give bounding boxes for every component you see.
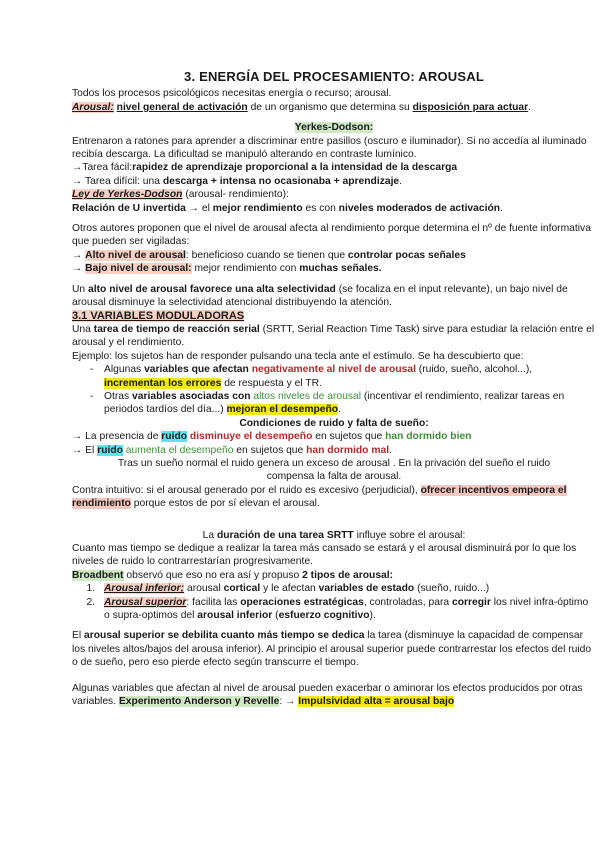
findings-list [72, 363, 596, 417]
intro-line: Todos los procesos psicológicos necesitas energía o recurso; arousal. [72, 88, 392, 100]
document-page [72, 70, 596, 708]
list-item: - Otras variables asociadas con altos niveles de arousal (incentivar el rendimiento, realizar tareas en periodos tardíos del día...) mejoran el desempeño. [90, 390, 596, 417]
list-item: - Algunas variables que afectan negativamente al nivel de arousal (ruido, sueño, alcohol...), incrementan los errores de respuesta y el TR. [90, 363, 596, 390]
list-item: 2. Arousal superior: facilita las operaciones estratégicas, controladas, para corregir los nivel infra-óptimo o supra-optimos del arousal inferior (esfuerzo cognitivo). [98, 596, 596, 623]
yerkes-heading: Yerkes-Dodson: [294, 122, 374, 134]
arousal-label: Arousal: [72, 101, 114, 113]
sleep-note-line-1: Tras un sueño normal el ruido genera un exceso de arousal . En la privación del sueño el ruido [117, 457, 551, 469]
page-title: 3. ENERGÍA DEL PROCESAMIENTO: AROUSAL [184, 69, 484, 84]
last-paragraph: Algunas variables que afectan al nivel de arousal pueden exacerbar o aminorar los efectos producidos por otras variables. Experimento Anderson y Revelle: → Impulsividad alta = arousal bajo [72, 682, 583, 708]
example-paragraph: Ejemplo: los sujetos han de responder pulsando una tecla ante el estímulo. Se ha descubierto que: [72, 350, 524, 362]
arousal-definition: Arousal: nivel general de activación de un organismo que determina su disposición para actuar. [72, 101, 532, 113]
noise-condition-2: → El ruido aumenta el desempeño en sujetos que han dormido mal. [72, 444, 392, 456]
srtt-paragraph: Una tarea de tiempo de reacción serial (SRTT, Serial Reaction Time Task) sirve para estudiar la relación entre el arousal y el rendimiento. [72, 323, 595, 349]
low-arousal-line: → Bajo nivel de arousal: mejor rendimiento con muchas señales. [72, 263, 382, 275]
easy-task-line: →Tarea fácil:rapidez de aprendizaje proporcional a la intensidad de la descarga [72, 162, 458, 174]
arousal-types-list [72, 582, 596, 622]
selectivity-paragraph: Un alto nivel de arousal favorece una alta selectividad (se focaliza en el input relevante), un bajo nivel de arousal disminuye la selectividad atencional distribuyendo la atención. [72, 283, 568, 309]
list-item: 1. Arousal inferior; arousal cortical y le afectan variables de estado (sueño, ruido...) [98, 582, 596, 595]
u-relation-line: Relación de U invertida → el mejor rendimiento es con niveles moderados de activación. [72, 202, 503, 214]
yerkes-experiment: Entrenaron a ratones para aprender a discriminar entre pasillos (oscuro e iluminador). Si no accedía al iluminado recibía descarga. La dificultad se manipuló alterando en contraste lumínico. [72, 135, 587, 161]
counter-intuitive-paragraph: Contra intuitivo: si el arousal generado por el ruido es excesivo (perjudicial), ofrecer incentivos empeora el rendimiento porque estos de por sí elevan el arousal. [72, 484, 567, 510]
duration-heading: La duración de una tarea SRTT influye sobre el arousal: [202, 529, 466, 541]
conditions-heading: Condiciones de ruido y falta de sueño: [239, 417, 429, 429]
noise-condition-1: → La presencia de ruido disminuye el desempeño en sujetos que han dormido bien [72, 431, 472, 443]
broadbent-line: Broadbent observó que eso no era así y propuso 2 tipos de arousal: [72, 569, 394, 581]
others-paragraph: Otros autores proponen que el nivel de arousal afecta al rendimiento porque determina el nº de fuente informativa que pueden ser vigiladas: [72, 223, 591, 248]
yerkes-law-line: Ley de Yerkes-Dodson (arousal- rendimiento): [72, 189, 289, 201]
hard-task-line: → Tarea difícil: una descarga + intensa no ocasionaba + aprendizaje. [72, 175, 403, 187]
sleep-note-line-2: compensa la falta de arousal. [266, 471, 402, 483]
duration-paragraph: Cuanto mas tiempo se dedique a realizar la tarea más cansado se estará y el arousal disminuirá por lo que los niveles de ruido lo contrarrestarían progresivamente. [72, 543, 577, 568]
superior-arousal-paragraph: El arousal superior se debilita cuanto más tiempo se dedica la tarea (disminuye la capacidad de compensar los niveles altos/bajos del arousa inferior). Al principio el arousal superior puede contrarrestar los efectos del ruido o de sueño, pero eso pierde efecto según transcurre el tiempo. [72, 630, 592, 669]
high-arousal-line: → Alto nivel de arousal: beneficioso cuando se tienen que controlar pocas señales [72, 249, 466, 261]
section-heading-3-1: 3.1 VARIABLES MODULADORAS [72, 309, 245, 322]
